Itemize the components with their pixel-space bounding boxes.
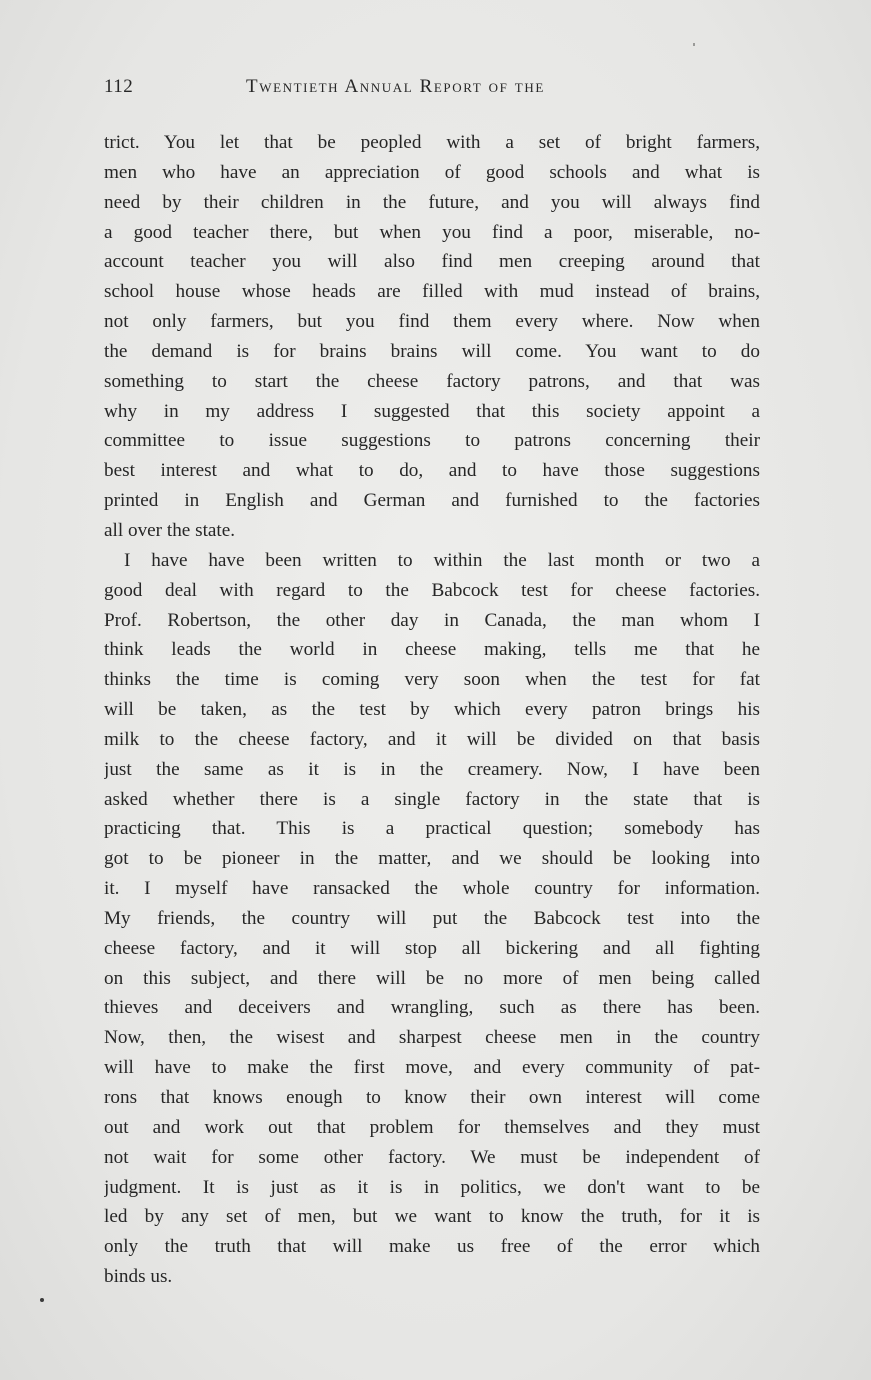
- text-line: judgment. It is just as it is in politics, we don't want to be: [104, 1176, 760, 1198]
- text-line: thinks the time is coming very soon when the test for fat: [104, 669, 760, 691]
- text-line: I have have been written to within the last month or two a: [124, 549, 760, 571]
- text-line: Prof. Robertson, the other day in Canada, the man whom I: [104, 609, 760, 631]
- text-line: a good teacher there, but when you find a poor, miserable, no-: [104, 221, 760, 243]
- text-line: not wait for some other factory. We must be independent of: [104, 1146, 760, 1168]
- running-title: Twentieth Annual Report of the: [246, 76, 545, 97]
- page-number: 112: [104, 76, 134, 97]
- text-line: cheese factory, and it will stop all bickering and all fighting: [104, 937, 760, 959]
- text-line: will have to make the first move, and every community of pat-: [104, 1057, 760, 1079]
- text-line: just the same as it is in the creamery. Now, I have been: [104, 758, 760, 780]
- text-line: something to start the cheese factory patrons, and that was: [104, 370, 760, 392]
- text-line: rons that knows enough to know their own interest will come: [104, 1087, 760, 1108]
- text-line: why in my address I suggested that this society appoint a: [104, 400, 760, 422]
- text-line: Now, then, the wisest and sharpest cheese men in the country: [104, 1027, 760, 1049]
- paragraph: [104, 128, 760, 546]
- text-line: asked whether there is a single factory in the state that is: [104, 788, 760, 810]
- text-line: thieves and deceivers and wrangling, such as there has been.: [104, 997, 760, 1019]
- text-line: think leads the world in cheese making, tells me that he: [104, 639, 760, 661]
- text-line: best interest and what to do, and to have those suggestions: [104, 460, 760, 482]
- text-line: My friends, the country will put the Babcock test into the: [104, 907, 760, 929]
- body-text: [104, 128, 760, 1292]
- text-line: account teacher you will also find men creeping around that: [104, 251, 760, 273]
- text-line: printed in English and German and furnished to the factories: [104, 490, 760, 512]
- text-line: got to be pioneer in the matter, and we should be looking into: [104, 848, 760, 870]
- text-line: out and work out that problem for themselves and they must: [104, 1116, 760, 1138]
- text-line: on this subject, and there will be no more of men being called: [104, 967, 760, 989]
- text-line: only the truth that will make us free of the error which: [104, 1236, 760, 1258]
- paragraph: [104, 546, 760, 1292]
- text-line: committee to issue suggestions to patrons concerning their: [104, 430, 760, 452]
- text-line: school house whose heads are filled with mud instead of brains,: [104, 281, 760, 303]
- text-line: men who have an appreciation of good schools and what is: [104, 161, 760, 183]
- paper-speck: [693, 43, 695, 46]
- paper-speck: [40, 1298, 44, 1302]
- page-header: [104, 76, 760, 102]
- text-line: the demand is for brains brains will come. You want to do: [104, 340, 760, 362]
- text-line: trict. You let that be peopled with a set of bright farmers,: [104, 132, 760, 153]
- text-line: it. I myself have ransacked the whole country for information.: [104, 878, 760, 900]
- text-line: need by their children in the future, and you will always find: [104, 191, 760, 213]
- text-line: not only farmers, but you find them every where. Now when: [104, 311, 760, 333]
- text-line: all over the state.: [104, 519, 236, 541]
- text-line: good deal with regard to the Babcock test for cheese factories.: [104, 579, 760, 601]
- text-line: practicing that. This is a practical question; somebody has: [104, 818, 760, 840]
- text-line: milk to the cheese factory, and it will be divided on that basis: [104, 728, 760, 750]
- text-line: binds us.: [104, 1266, 173, 1288]
- text-line: led by any set of men, but we want to know the truth, for it is: [104, 1206, 760, 1228]
- text-line: will be taken, as the test by which every patron brings his: [104, 699, 760, 721]
